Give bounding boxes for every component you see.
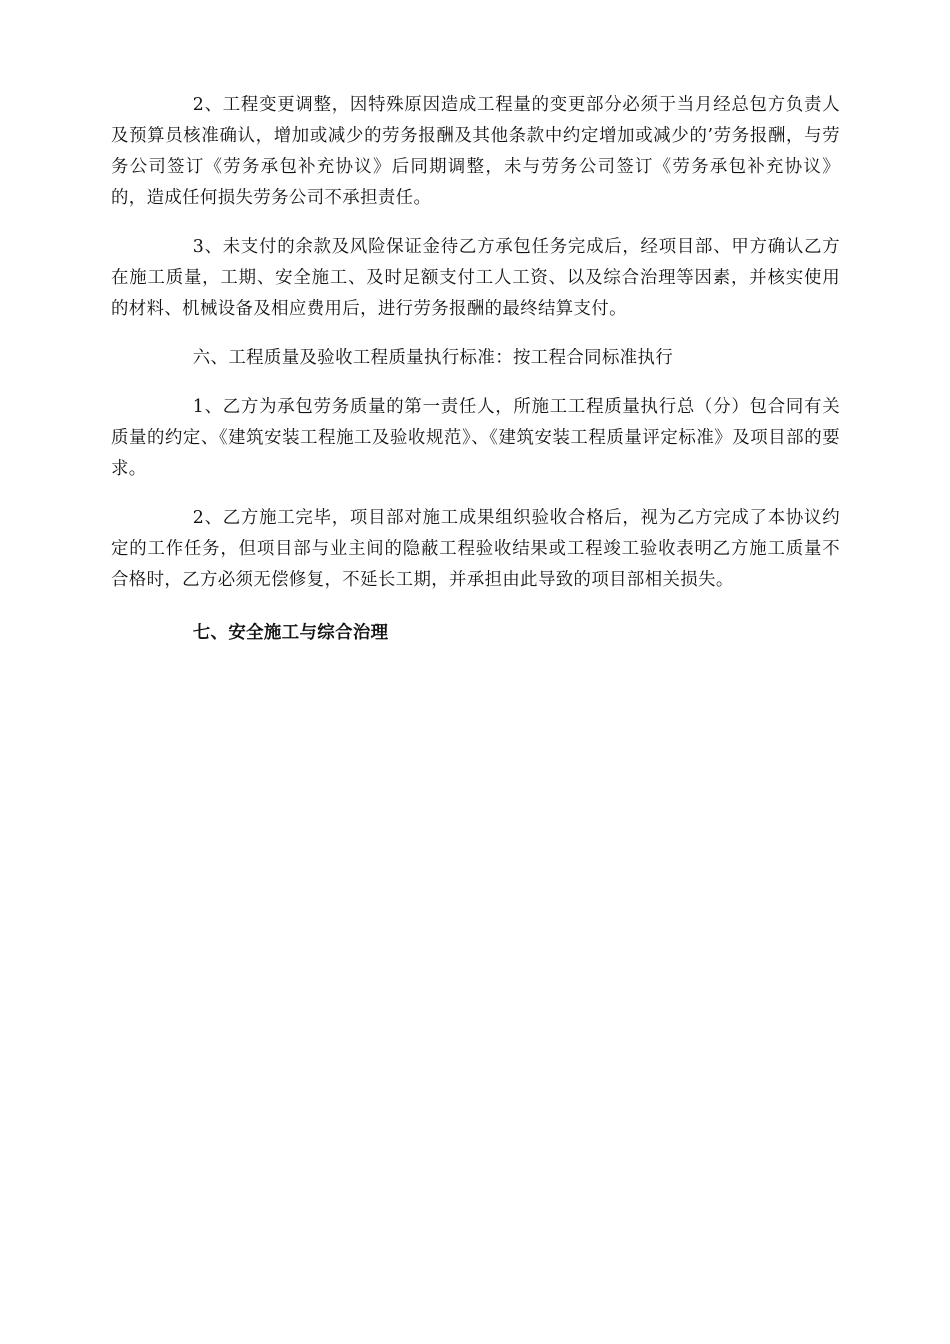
paragraph-acceptance-repair: 2、乙方施工完毕，项目部对施工成果组织验收合格后，视为乙方完成了本协议约定的工作任务，但项目部与业主间的隐蔽工程验收结果或工程竣工验收表明乙方施工质量不合格时，乙方必须无偿修复，不延长工期，并承担由此导致的项目部相关损失。 <box>111 508 840 590</box>
section-seven-heading: 七、安全施工与综合治理 <box>192 623 389 643</box>
document-page <box>111 90 840 649</box>
paragraph-quality-responsibility: 1、乙方为承包劳务质量的第一责任人，所施工工程质量执行总（分）包合同有关质量的约定、《建筑安装工程施工及验收规范》、《建筑安装工程质量评定标准》及项目部的要求。 <box>111 397 840 479</box>
paragraph-work-change-adjustment: 2、工程变更调整，因特殊原因造成工程量的变更部分必须于当月经总包方负责人及预算员核准确认，增加或减少的劳务报酬及其他条款中约定增加或减少的’劳务报酬，与劳务公司签订《劳务承包补充协议》后同期调整，未与劳务公司签订《劳务承包补充协议》的，造成任何损失劳务公司不承担责任。 <box>111 95 840 208</box>
section-six-title: 六、工程质量及验收工程质量执行标准：按工程合同标准执行 <box>192 348 674 368</box>
paragraph-final-settlement: 3、未支付的余款及风险保证金待乙方承包任务完成后，经项目部、甲方确认乙方在施工质量，工期、安全施工、及时足额支付工人工资、以及综合治理等因素，并核实使用的材料、机械设备及相应费用后，进行劳务报酬的最终结算支付。 <box>111 237 840 319</box>
